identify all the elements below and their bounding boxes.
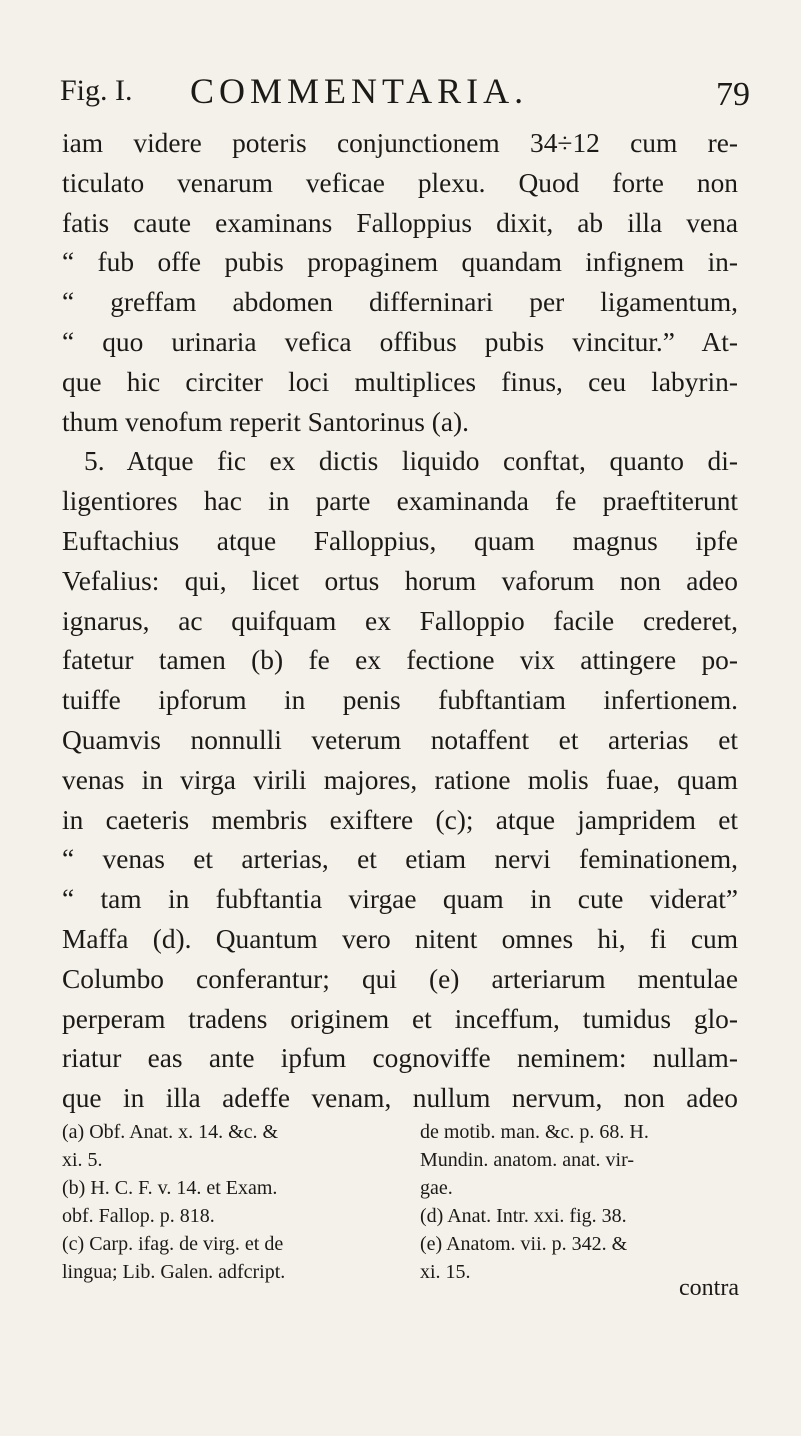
catchword: contra bbox=[679, 1275, 739, 1301]
footnote-line: (d) Anat. Intr. xxi. fig. 38. bbox=[420, 1205, 627, 1227]
text-line: “ quo urinaria vefica offibus pubis vincitur.” At- bbox=[62, 326, 738, 357]
footnote-line: lingua; Lib. Galen. adfcript. bbox=[62, 1261, 286, 1283]
footnote-line: gae. bbox=[420, 1177, 453, 1199]
text-line: tuiffe ipforum in penis fubftantiam infertionem. bbox=[62, 685, 738, 716]
footnote-line: de motib. man. &c. p. 68. H. bbox=[420, 1121, 649, 1143]
body-text bbox=[62, 124, 738, 1119]
text-line: Quamvis nonnulli veterum notaffent et arterias et bbox=[62, 724, 738, 755]
footnote-line: (e) Anatom. vii. p. 342. & bbox=[420, 1233, 628, 1255]
text-line: riatur eas ante ipfum cognoviffe neminem: nullam- bbox=[62, 1043, 738, 1074]
footnote-line: Mundin. anatom. anat. vir- bbox=[420, 1149, 634, 1171]
text-line: Vefalius: qui, licet ortus horum vaforum non adeo bbox=[62, 565, 738, 596]
page-header bbox=[60, 50, 750, 113]
text-line: ligentiores hac in parte examinanda fe praeftiterunt bbox=[62, 486, 738, 517]
footnote-line: xi. 15. bbox=[420, 1261, 471, 1283]
text-line: que hic circiter loci multiplices finus, ceu labyrin- bbox=[62, 366, 738, 397]
text-line: fatis caute examinans Falloppius dixit, ab illa vena bbox=[62, 207, 738, 238]
text-line: perperam tradens originem et inceffum, tumidus glo- bbox=[62, 1003, 738, 1034]
footnote-line: (c) Carp. ifag. de virg. et de bbox=[62, 1233, 284, 1255]
text-line: Columbo conferantur; qui (e) arteriarum mentulae bbox=[62, 963, 738, 994]
text-line: venas in virga virili majores, ratione molis fuae, quam bbox=[62, 764, 738, 795]
footnote-line: (b) H. C. F. v. 14. et Exam. bbox=[62, 1177, 278, 1199]
text-line: ignarus, ac quifquam ex Falloppio facile crederet, bbox=[62, 605, 738, 636]
text-line: Maffa (d). Quantum vero nitent omnes hi, fi cum bbox=[62, 923, 738, 954]
text-line: Euftachius atque Falloppius, quam magnus ipfe bbox=[62, 525, 738, 556]
footnote-line: obf. Fallop. p. 818. bbox=[62, 1205, 215, 1227]
footnote-line: (a) Obf. Anat. x. 14. &c. & bbox=[62, 1121, 279, 1143]
text-line: iam videre poteris conjunctionem 34÷12 cum re- bbox=[62, 128, 738, 158]
figure-reference: Fig. I. bbox=[60, 74, 133, 107]
text-line: 5. Atque fic ex dictis liquido conftat, quanto di- bbox=[84, 446, 738, 477]
text-line: thum venofum reperit Santorinus (a). bbox=[62, 406, 469, 437]
running-title: COMMENTARIA. bbox=[190, 71, 529, 111]
footnotes-right-column bbox=[420, 1118, 740, 1286]
footnote-line: xi. 5. bbox=[62, 1149, 103, 1171]
text-line: ticulato venarum veficae plexu. Quod forte non bbox=[62, 167, 738, 198]
footnotes-left-column bbox=[62, 1118, 382, 1286]
page-number: 79 bbox=[716, 76, 750, 113]
text-line: “ fub offe pubis propaginem quandam infignem in- bbox=[62, 247, 738, 278]
text-line: que in illa adeffe venam, nullum nervum, non adeo bbox=[62, 1083, 738, 1114]
text-line: fatetur tamen (b) fe ex fectione vix attingere po- bbox=[62, 645, 738, 676]
text-line: “ venas et arterias, et etiam nervi feminationem, bbox=[62, 844, 738, 875]
text-line: in caeteris membris exiftere (c); atque jampridem et bbox=[62, 804, 738, 835]
text-line: “ tam in fubftantia virgae quam in cute viderat” bbox=[62, 884, 738, 915]
text-line: “ greffam abdomen differninari per ligamentum, bbox=[62, 287, 738, 318]
